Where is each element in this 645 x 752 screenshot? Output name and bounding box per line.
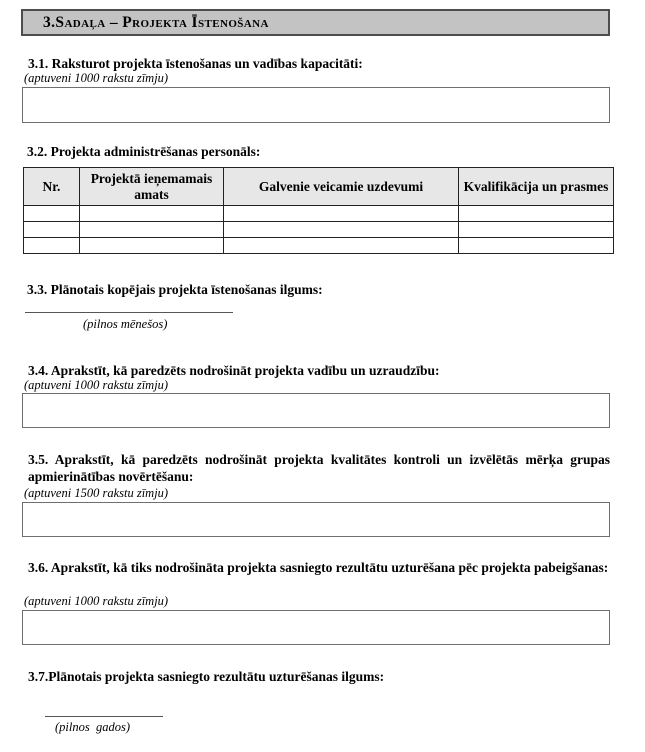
personnel-table xyxy=(23,167,614,254)
question-3-1-hint: (aptuveni 1000 rakstu zīmju) xyxy=(24,71,169,85)
question-3-5-label: 3.5. Aprakstīt, kā paredzēts nodrošināt projekta kvalitātes kontroli un izvēlētās mērķa grupas apmierinātības novērtēšanu: xyxy=(28,452,610,484)
col-header-qualification: Kvalifikācija un prasmes xyxy=(459,168,614,206)
question-3-2-label: 3.2. Projekta administrēšanas personāls: xyxy=(27,144,261,159)
personnel-table-header xyxy=(24,168,614,206)
question-3-7-hint: (pilnos gados) xyxy=(55,720,130,734)
table-row xyxy=(24,222,614,238)
table-cell[interactable] xyxy=(80,222,224,238)
col-header-nr: Nr. xyxy=(24,168,80,206)
col-header-position: Projektā ieņemamais amats xyxy=(80,168,224,206)
question-3-5-hint: (aptuveni 1500 rakstu zīmju) xyxy=(24,486,169,500)
section-header-bar xyxy=(21,9,610,36)
table-cell[interactable] xyxy=(459,222,614,238)
question-3-1-label: 3.1. Raksturot projekta īstenošanas un vadības kapacitāti: xyxy=(28,56,363,71)
table-cell[interactable] xyxy=(80,206,224,222)
table-row xyxy=(24,238,614,254)
table-cell[interactable] xyxy=(80,238,224,254)
question-3-3-label: 3.3. Plānotais kopējais projekta īstenošanas ilgums: xyxy=(27,282,323,297)
answer-box-3-6[interactable] xyxy=(22,610,610,645)
question-3-4-label: 3.4. Aprakstīt, kā paredzēts nodrošināt projekta vadību un uzraudzību: xyxy=(28,363,440,378)
col-header-tasks: Galvenie veicamie uzdevumi xyxy=(224,168,459,206)
answer-box-3-4[interactable] xyxy=(22,393,610,428)
section-header-title: 3.Sadaļa – Projekta Īstenošana xyxy=(43,13,269,31)
table-cell[interactable] xyxy=(24,206,80,222)
table-cell[interactable] xyxy=(224,238,459,254)
table-cell[interactable] xyxy=(459,206,614,222)
question-3-7-label: 3.7.Plānotais projekta sasniegto rezultātu uzturēšanas ilgums: xyxy=(28,669,385,684)
table-cell[interactable] xyxy=(24,222,80,238)
table-cell[interactable] xyxy=(24,238,80,254)
answer-line-3-3[interactable] xyxy=(25,297,233,313)
table-cell[interactable] xyxy=(459,238,614,254)
table-cell[interactable] xyxy=(224,206,459,222)
question-3-6-hint: (aptuveni 1000 rakstu zīmju) xyxy=(24,594,169,608)
question-3-6-label: 3.6. Aprakstīt, kā tiks nodrošināta projekta sasniegto rezultātu uzturēšana pēc projekta pabeigšanas: xyxy=(28,560,609,575)
table-row xyxy=(24,206,614,222)
answer-line-3-7[interactable] xyxy=(45,701,163,717)
question-3-3-hint: (pilnos mēnešos) xyxy=(83,317,168,331)
table-cell[interactable] xyxy=(224,222,459,238)
answer-box-3-5[interactable] xyxy=(22,502,610,537)
answer-box-3-1[interactable] xyxy=(22,87,610,123)
question-3-4-hint: (aptuveni 1000 rakstu zīmju) xyxy=(24,378,169,392)
